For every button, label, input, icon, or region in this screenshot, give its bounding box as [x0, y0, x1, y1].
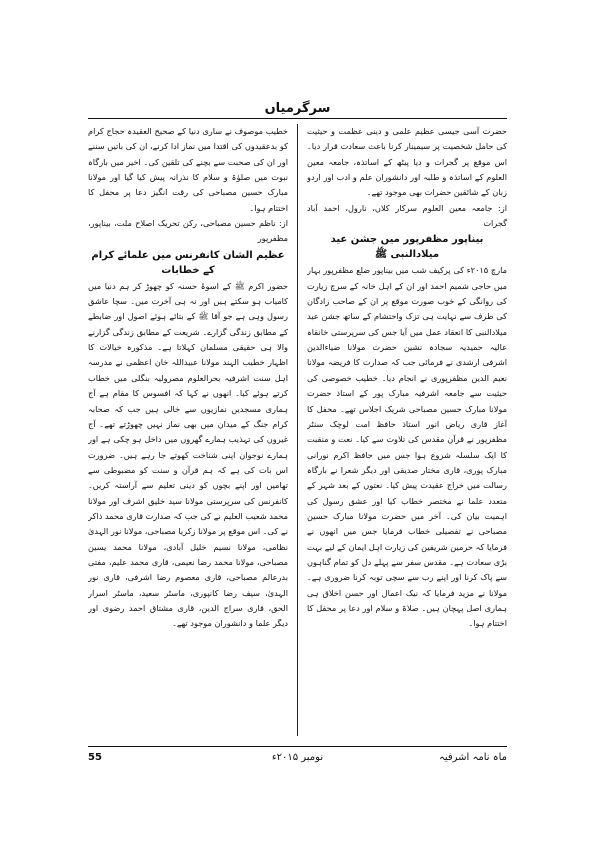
issue-date: نومبر ۲۰۱۵ء [271, 752, 324, 763]
right-column [307, 124, 507, 740]
right-column-credit: از: جامعہ معین العلوم سرکار کلاں، نارول، احمد آباد گجرات [307, 202, 507, 229]
right-column-body: مارچ ۲۰۱۵ء کی پرکیف شب میں بیناپور ضلع مظفرپور بہار میں حاجی شمیم احمد اور ان کے اہل خانہ کے سرچ زیارت کی روانگی کے خوب صورت موقع پر ان کے صاحب زادگان کی طرف سے نہایت ہی تزک واحتشام کے ساتھ جشن عید میلادالنبی کا انعقاد عمل میں آیا جس کی سرپرستی خانقاہ عالیہ حمیدیہ سجادہ نشین حضرت مولانا ضیاءالدین اشرفی ارشدی نے فرمائی جب کہ صدارت کا فریضہ مولانا نعیم الدین مظفرپوری نے انجام دیا۔ خطیب خصوصی کی حیثیت سے جامعہ اشرفیہ مبارک پور کے استاذ حضرت مولانا مبارک حسین مصباحی شریک اجلاس تھے۔ محفل کا آغاز قاری ریاض انور استاذ حافظ امت لوچک سنٹر مظفرپور نے قرآن مقدس کی تلاوت سے کیا۔ نعت و منقبت کا ایک سلسلہ شروع ہوا جس میں حافظ اکرم نورانی مبارک پوری، قاری مختار صدیقی اور دیگر شعرا نے بارگاہ رسالت میں خراج عقیدت پیش کیا۔ نعتوں کے بعد شہر کے متعدد علما نے مختصر خطاب کیا اور عشق رسول کی اہمیت بیان کی۔ آخر میں حضرت مولانا مبارک حسین مصباحی نے تفصیلی خطاب فرمایا جس میں انھوں نے فرمایا کہ حرمین شریفین کی زیارت اہل ایمان کے لیے بہت بڑی سعادت ہے۔ مقدس سفر سے پہلے دل کو تمام گناہوں سے پاک کرنا اور اپنے رب سے سچی توبہ کرنا ضروری ہے۔ مولانا نے مزید فرمایا کہ نیک اعمال اور حسن اخلاق ہی ہماری اصل پہچان ہیں۔ صلاۃ و سلام اور دعا پر محفل کا اختتام ہوا۔ [307, 265, 507, 629]
page-number: 55 [88, 752, 102, 763]
left-column-credit: از: ناظم حسین مصباحی، رکن تحریک اصلاح ملت، بیناپور، مظفرپور [88, 218, 288, 244]
left-column-heading: عظیم الشان کانفرنس میں علمائے کرام کے خطابات [91, 249, 285, 276]
left-column-intro: خطیب موصوف نے ساری دنیا کے صحیح العقیدہ حجاج کرام کو بدعقیدوں کی اقتدا میں نماز ادا کرنے، ان کی باتیں سننے اور ان کی صحبت سے بچنے کی تلقین کی۔ اخیر میں بارگاہ نبوت میں صلوٰۃ و سلام کا نذرانہ پیش کیا گیا اور مولانا مبارک حسین مصباحی کی رقت انگیز دعا پر محفل کا اختتام ہوا۔ [88, 126, 288, 213]
footer-rule [88, 746, 507, 747]
left-column-body: حضور اکرم ﷺ کے اسوۂ حسنہ کو چھوڑ کر ہم دنیا میں کامیاب ہو سکتے ہیں اور نہ ہی آخرت میں۔ سچا عاشق رسول وہی ہے جو آقا ﷺ کے بتائے ہوئے اصول اور ضابطے کے مطابق زندگی گزارے۔ شریعت کے مطابق زندگی گزارنے والا ہی حقیقی مسلمان کہلاتا ہے۔ مذکورہ خیالات کا اظہار خطیب الہند مولانا عبیداللہ خان اعظمی نے مدرسہ اہل سنت اشرفیہ بحرالعلوم مصرولیہ بنگلی میں خطاب کرتے ہوئے کیا۔ انھوں نے کہا کہ افسوس کا مقام ہے آج ہماری مسجدیں نمازیوں سے خالی ہیں جب کہ صحابہ کرام جنگ کے میدان میں بھی نماز نہیں چھوڑتے تھے۔ آج غیروں کی تہذیب ہمارے گھروں میں داخل ہو چکی ہے اور ہمارے نوجوان اپنی شناخت کھوتے جا رہے ہیں۔ ضرورت اس بات کی ہے کہ ہم قرآن و سنت کو مضبوطی سے تھامیں اور اپنے بچوں کو دینی تعلیم سے آراستہ کریں۔ کانفرنس کی سرپرستی مولانا سید خلیق اشرف اور مولانا محمد شعیب العلیم نے کی جب کہ صدارت قاری محمد ذاکر نے کی۔ اس موقع پر مولانا زکریا مصباحی، مولانا نور الہدیٰ نظامی، مولانا نسیم خلیل آبادی، مولانا محمد یسین مصباحی، مولانا محمد رضا نعیمی، قاری محمد علیم، مفتی بدرعالم مصباحی، قاری معصوم رضا اشرفی، قاری نور الہدیٰ، سیف رضا کانپوری، ماسٹر سعید، ماسٹر اسرار الحق، قاری سراج الدین، قاری مشتاق احمد رضوی اور دیگر علما و دانشوران موجود تھے۔ [88, 280, 288, 629]
left-column [88, 124, 288, 740]
page-footer [88, 749, 507, 769]
magazine-name: ماہ نامہ اشرفیہ [439, 752, 507, 763]
column-divider [297, 124, 298, 736]
right-column-intro: حضرت آسی جیسی عظیم علمی و دینی عظمت و حیثیت کی حامل شخصیت پر سیمینار کرنا باعث سعادت قرار دیا۔ اس موقع پر گجرات و دیا پیٹھ کے اساتذہ، جامعہ معین العلوم کے اساتذہ و طلبہ اور دانشوران علم و ادب اور اردو زبان کے شائقین حضرات بھی موجود تھے۔ [307, 126, 507, 198]
header-rule [88, 118, 507, 119]
section-title: سرگرمیاں [264, 101, 331, 116]
right-column-heading: بیناپور مظفرپور میں جشن عید میلادالنبی ﷺ [330, 234, 484, 261]
